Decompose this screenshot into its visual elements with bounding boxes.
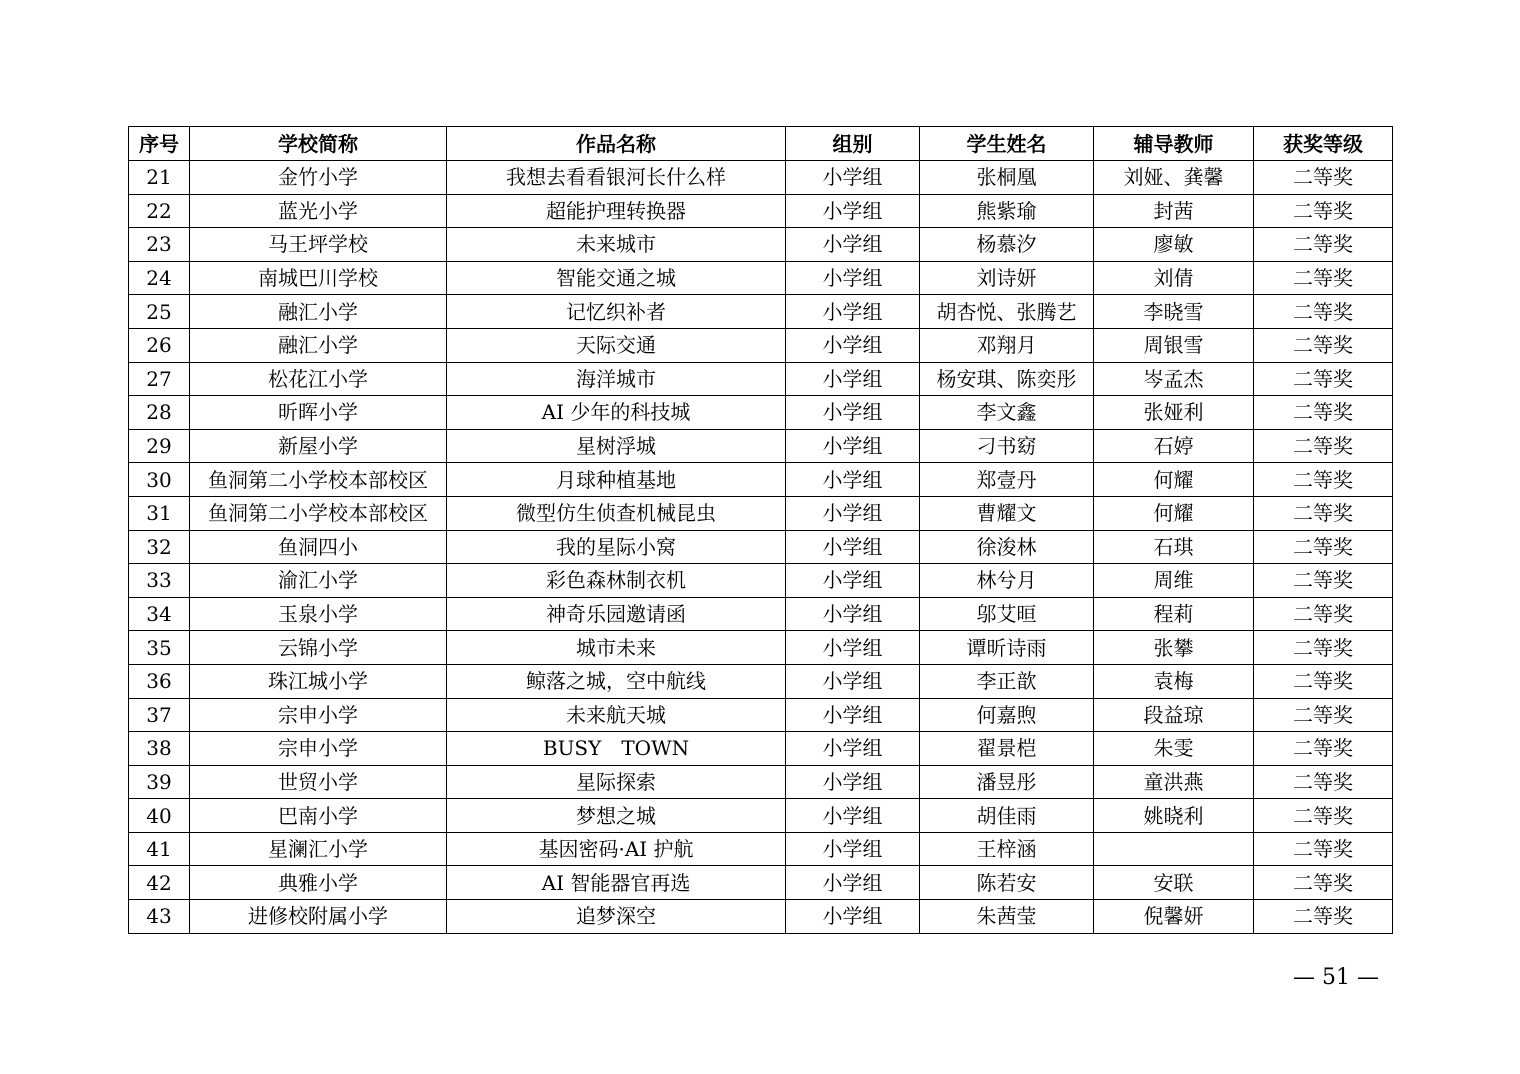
cell-student: 杨慕汐 xyxy=(920,228,1094,262)
cell-group: 小学组 xyxy=(786,396,920,430)
cell-work: 微型仿生侦查机械昆虫 xyxy=(447,496,786,530)
cell-teacher: 廖敏 xyxy=(1094,228,1254,262)
cell-school: 金竹小学 xyxy=(190,161,447,195)
cell-award: 二等奖 xyxy=(1254,900,1393,934)
cell-work: 未来城市 xyxy=(447,228,786,262)
page-number: — 51 — xyxy=(1293,965,1379,990)
cell-award: 二等奖 xyxy=(1254,664,1393,698)
cell-group: 小学组 xyxy=(786,631,920,665)
cell-index: 26 xyxy=(129,328,190,362)
cell-work: BUSY TOWN xyxy=(447,732,786,766)
award-table xyxy=(128,126,1393,934)
cell-group: 小学组 xyxy=(786,328,920,362)
cell-school: 融汇小学 xyxy=(190,328,447,362)
cell-award: 二等奖 xyxy=(1254,698,1393,732)
cell-group: 小学组 xyxy=(786,194,920,228)
header-index: 序号 xyxy=(129,127,190,161)
cell-work: 追梦深空 xyxy=(447,900,786,934)
cell-award: 二等奖 xyxy=(1254,496,1393,530)
cell-index: 28 xyxy=(129,396,190,430)
cell-teacher: 袁梅 xyxy=(1094,664,1254,698)
cell-student: 刁书窈 xyxy=(920,429,1094,463)
cell-group: 小学组 xyxy=(786,564,920,598)
cell-school: 星澜汇小学 xyxy=(190,832,447,866)
cell-group: 小学组 xyxy=(786,900,920,934)
cell-index: 36 xyxy=(129,664,190,698)
cell-award: 二等奖 xyxy=(1254,463,1393,497)
cell-award: 二等奖 xyxy=(1254,228,1393,262)
cell-work: AI 智能器官再选 xyxy=(447,866,786,900)
cell-work: 鲸落之城，空中航线 xyxy=(447,664,786,698)
cell-index: 32 xyxy=(129,530,190,564)
cell-teacher: 姚晓利 xyxy=(1094,799,1254,833)
cell-teacher: 张攀 xyxy=(1094,631,1254,665)
table-row xyxy=(129,463,1393,497)
cell-school: 世贸小学 xyxy=(190,765,447,799)
cell-school: 宗申小学 xyxy=(190,732,447,766)
cell-student: 李文鑫 xyxy=(920,396,1094,430)
cell-student: 何嘉煦 xyxy=(920,698,1094,732)
table-row xyxy=(129,597,1393,631)
cell-student: 刘诗妍 xyxy=(920,261,1094,295)
table-row xyxy=(129,631,1393,665)
cell-work: 智能交通之城 xyxy=(447,261,786,295)
cell-work: 月球种植基地 xyxy=(447,463,786,497)
table-row xyxy=(129,261,1393,295)
cell-student: 熊紫瑜 xyxy=(920,194,1094,228)
cell-teacher: 童洪燕 xyxy=(1094,765,1254,799)
cell-group: 小学组 xyxy=(786,496,920,530)
cell-school: 珠江城小学 xyxy=(190,664,447,698)
cell-group: 小学组 xyxy=(786,295,920,329)
cell-group: 小学组 xyxy=(786,597,920,631)
cell-index: 35 xyxy=(129,631,190,665)
cell-award: 二等奖 xyxy=(1254,765,1393,799)
cell-group: 小学组 xyxy=(786,765,920,799)
cell-group: 小学组 xyxy=(786,161,920,195)
header-row xyxy=(129,127,1393,161)
cell-group: 小学组 xyxy=(786,799,920,833)
cell-index: 25 xyxy=(129,295,190,329)
cell-award: 二等奖 xyxy=(1254,832,1393,866)
cell-school: 鱼洞四小 xyxy=(190,530,447,564)
cell-award: 二等奖 xyxy=(1254,328,1393,362)
cell-student: 谭昕诗雨 xyxy=(920,631,1094,665)
cell-award: 二等奖 xyxy=(1254,261,1393,295)
table-row xyxy=(129,194,1393,228)
cell-index: 37 xyxy=(129,698,190,732)
cell-work: 城市未来 xyxy=(447,631,786,665)
cell-student: 邬艾晅 xyxy=(920,597,1094,631)
cell-index: 39 xyxy=(129,765,190,799)
header-school: 学校简称 xyxy=(190,127,447,161)
cell-index: 40 xyxy=(129,799,190,833)
table-row xyxy=(129,765,1393,799)
table-row xyxy=(129,496,1393,530)
table-row xyxy=(129,396,1393,430)
cell-index: 22 xyxy=(129,194,190,228)
cell-school: 鱼洞第二小学校本部校区 xyxy=(190,463,447,497)
cell-index: 41 xyxy=(129,832,190,866)
cell-school: 云锦小学 xyxy=(190,631,447,665)
cell-student: 林兮月 xyxy=(920,564,1094,598)
cell-teacher: 封茜 xyxy=(1094,194,1254,228)
cell-award: 二等奖 xyxy=(1254,194,1393,228)
cell-teacher: 石婷 xyxy=(1094,429,1254,463)
cell-work: 海洋城市 xyxy=(447,362,786,396)
cell-student: 曹耀文 xyxy=(920,496,1094,530)
cell-student: 李正歆 xyxy=(920,664,1094,698)
cell-school: 南城巴川学校 xyxy=(190,261,447,295)
cell-group: 小学组 xyxy=(786,866,920,900)
cell-teacher: 石琪 xyxy=(1094,530,1254,564)
cell-award: 二等奖 xyxy=(1254,799,1393,833)
cell-teacher: 倪馨妍 xyxy=(1094,900,1254,934)
cell-teacher: 朱雯 xyxy=(1094,732,1254,766)
cell-work: 超能护理转换器 xyxy=(447,194,786,228)
table-row xyxy=(129,732,1393,766)
cell-work: 彩色森林制衣机 xyxy=(447,564,786,598)
table-row xyxy=(129,832,1393,866)
cell-school: 巴南小学 xyxy=(190,799,447,833)
cell-work: 我的星际小窝 xyxy=(447,530,786,564)
table-row xyxy=(129,698,1393,732)
cell-award: 二等奖 xyxy=(1254,429,1393,463)
cell-teacher xyxy=(1094,832,1254,866)
cell-index: 21 xyxy=(129,161,190,195)
cell-award: 二等奖 xyxy=(1254,866,1393,900)
cell-index: 38 xyxy=(129,732,190,766)
cell-student: 郑壹丹 xyxy=(920,463,1094,497)
cell-work: AI 少年的科技城 xyxy=(447,396,786,430)
cell-work: 天际交通 xyxy=(447,328,786,362)
table-row xyxy=(129,564,1393,598)
cell-index: 30 xyxy=(129,463,190,497)
header-group: 组别 xyxy=(786,127,920,161)
cell-teacher: 何耀 xyxy=(1094,463,1254,497)
cell-school: 进修校附属小学 xyxy=(190,900,447,934)
cell-teacher: 岑孟杰 xyxy=(1094,362,1254,396)
cell-student: 王梓涵 xyxy=(920,832,1094,866)
cell-award: 二等奖 xyxy=(1254,597,1393,631)
cell-school: 松花江小学 xyxy=(190,362,447,396)
cell-school: 昕晖小学 xyxy=(190,396,447,430)
cell-student: 邓翔月 xyxy=(920,328,1094,362)
cell-student: 朱茜莹 xyxy=(920,900,1094,934)
cell-school: 融汇小学 xyxy=(190,295,447,329)
cell-group: 小学组 xyxy=(786,664,920,698)
header-work: 作品名称 xyxy=(447,127,786,161)
cell-work: 记忆织补者 xyxy=(447,295,786,329)
table-row xyxy=(129,161,1393,195)
cell-group: 小学组 xyxy=(786,261,920,295)
table-row xyxy=(129,362,1393,396)
cell-work: 基因密码·AI 护航 xyxy=(447,832,786,866)
cell-teacher: 何耀 xyxy=(1094,496,1254,530)
header-teacher: 辅导教师 xyxy=(1094,127,1254,161)
cell-group: 小学组 xyxy=(786,698,920,732)
cell-school: 渝汇小学 xyxy=(190,564,447,598)
cell-index: 23 xyxy=(129,228,190,262)
cell-index: 29 xyxy=(129,429,190,463)
cell-school: 典雅小学 xyxy=(190,866,447,900)
cell-award: 二等奖 xyxy=(1254,564,1393,598)
cell-school: 鱼洞第二小学校本部校区 xyxy=(190,496,447,530)
table-row xyxy=(129,799,1393,833)
cell-award: 二等奖 xyxy=(1254,295,1393,329)
cell-award: 二等奖 xyxy=(1254,530,1393,564)
cell-teacher: 周维 xyxy=(1094,564,1254,598)
cell-student: 胡杏悦、张腾艺 xyxy=(920,295,1094,329)
cell-student: 翟景桤 xyxy=(920,732,1094,766)
header-student: 学生姓名 xyxy=(920,127,1094,161)
cell-student: 张桐凰 xyxy=(920,161,1094,195)
cell-work: 我想去看看银河长什么样 xyxy=(447,161,786,195)
cell-student: 陈若安 xyxy=(920,866,1094,900)
table-row xyxy=(129,530,1393,564)
cell-award: 二等奖 xyxy=(1254,161,1393,195)
cell-student: 潘昱彤 xyxy=(920,765,1094,799)
cell-teacher: 李晓雪 xyxy=(1094,295,1254,329)
cell-index: 33 xyxy=(129,564,190,598)
cell-group: 小学组 xyxy=(786,732,920,766)
cell-teacher: 段益琼 xyxy=(1094,698,1254,732)
cell-teacher: 安联 xyxy=(1094,866,1254,900)
cell-teacher: 张娅利 xyxy=(1094,396,1254,430)
cell-group: 小学组 xyxy=(786,362,920,396)
table-row xyxy=(129,664,1393,698)
cell-school: 新屋小学 xyxy=(190,429,447,463)
cell-student: 杨安琪、陈奕彤 xyxy=(920,362,1094,396)
table-header xyxy=(129,127,1393,161)
cell-group: 小学组 xyxy=(786,429,920,463)
cell-work: 梦想之城 xyxy=(447,799,786,833)
cell-student: 胡佳雨 xyxy=(920,799,1094,833)
cell-work: 未来航天城 xyxy=(447,698,786,732)
cell-award: 二等奖 xyxy=(1254,396,1393,430)
cell-index: 42 xyxy=(129,866,190,900)
cell-index: 24 xyxy=(129,261,190,295)
cell-school: 宗申小学 xyxy=(190,698,447,732)
cell-award: 二等奖 xyxy=(1254,631,1393,665)
table-row xyxy=(129,228,1393,262)
table-row xyxy=(129,328,1393,362)
cell-group: 小学组 xyxy=(786,832,920,866)
cell-school: 玉泉小学 xyxy=(190,597,447,631)
cell-group: 小学组 xyxy=(786,228,920,262)
cell-group: 小学组 xyxy=(786,463,920,497)
cell-teacher: 周银雪 xyxy=(1094,328,1254,362)
cell-index: 43 xyxy=(129,900,190,934)
cell-index: 27 xyxy=(129,362,190,396)
cell-index: 34 xyxy=(129,597,190,631)
cell-work: 星树浮城 xyxy=(447,429,786,463)
cell-teacher: 刘娅、龚馨 xyxy=(1094,161,1254,195)
table-row xyxy=(129,429,1393,463)
cell-school: 马王坪学校 xyxy=(190,228,447,262)
cell-group: 小学组 xyxy=(786,530,920,564)
header-award: 获奖等级 xyxy=(1254,127,1393,161)
cell-award: 二等奖 xyxy=(1254,732,1393,766)
cell-index: 31 xyxy=(129,496,190,530)
cell-work: 星际探索 xyxy=(447,765,786,799)
table-row xyxy=(129,866,1393,900)
table-row xyxy=(129,900,1393,934)
cell-school: 蓝光小学 xyxy=(190,194,447,228)
cell-teacher: 刘倩 xyxy=(1094,261,1254,295)
cell-award: 二等奖 xyxy=(1254,362,1393,396)
cell-work: 神奇乐园邀请函 xyxy=(447,597,786,631)
cell-student: 徐浚林 xyxy=(920,530,1094,564)
table-body xyxy=(129,161,1393,934)
table-row xyxy=(129,295,1393,329)
cell-teacher: 程莉 xyxy=(1094,597,1254,631)
